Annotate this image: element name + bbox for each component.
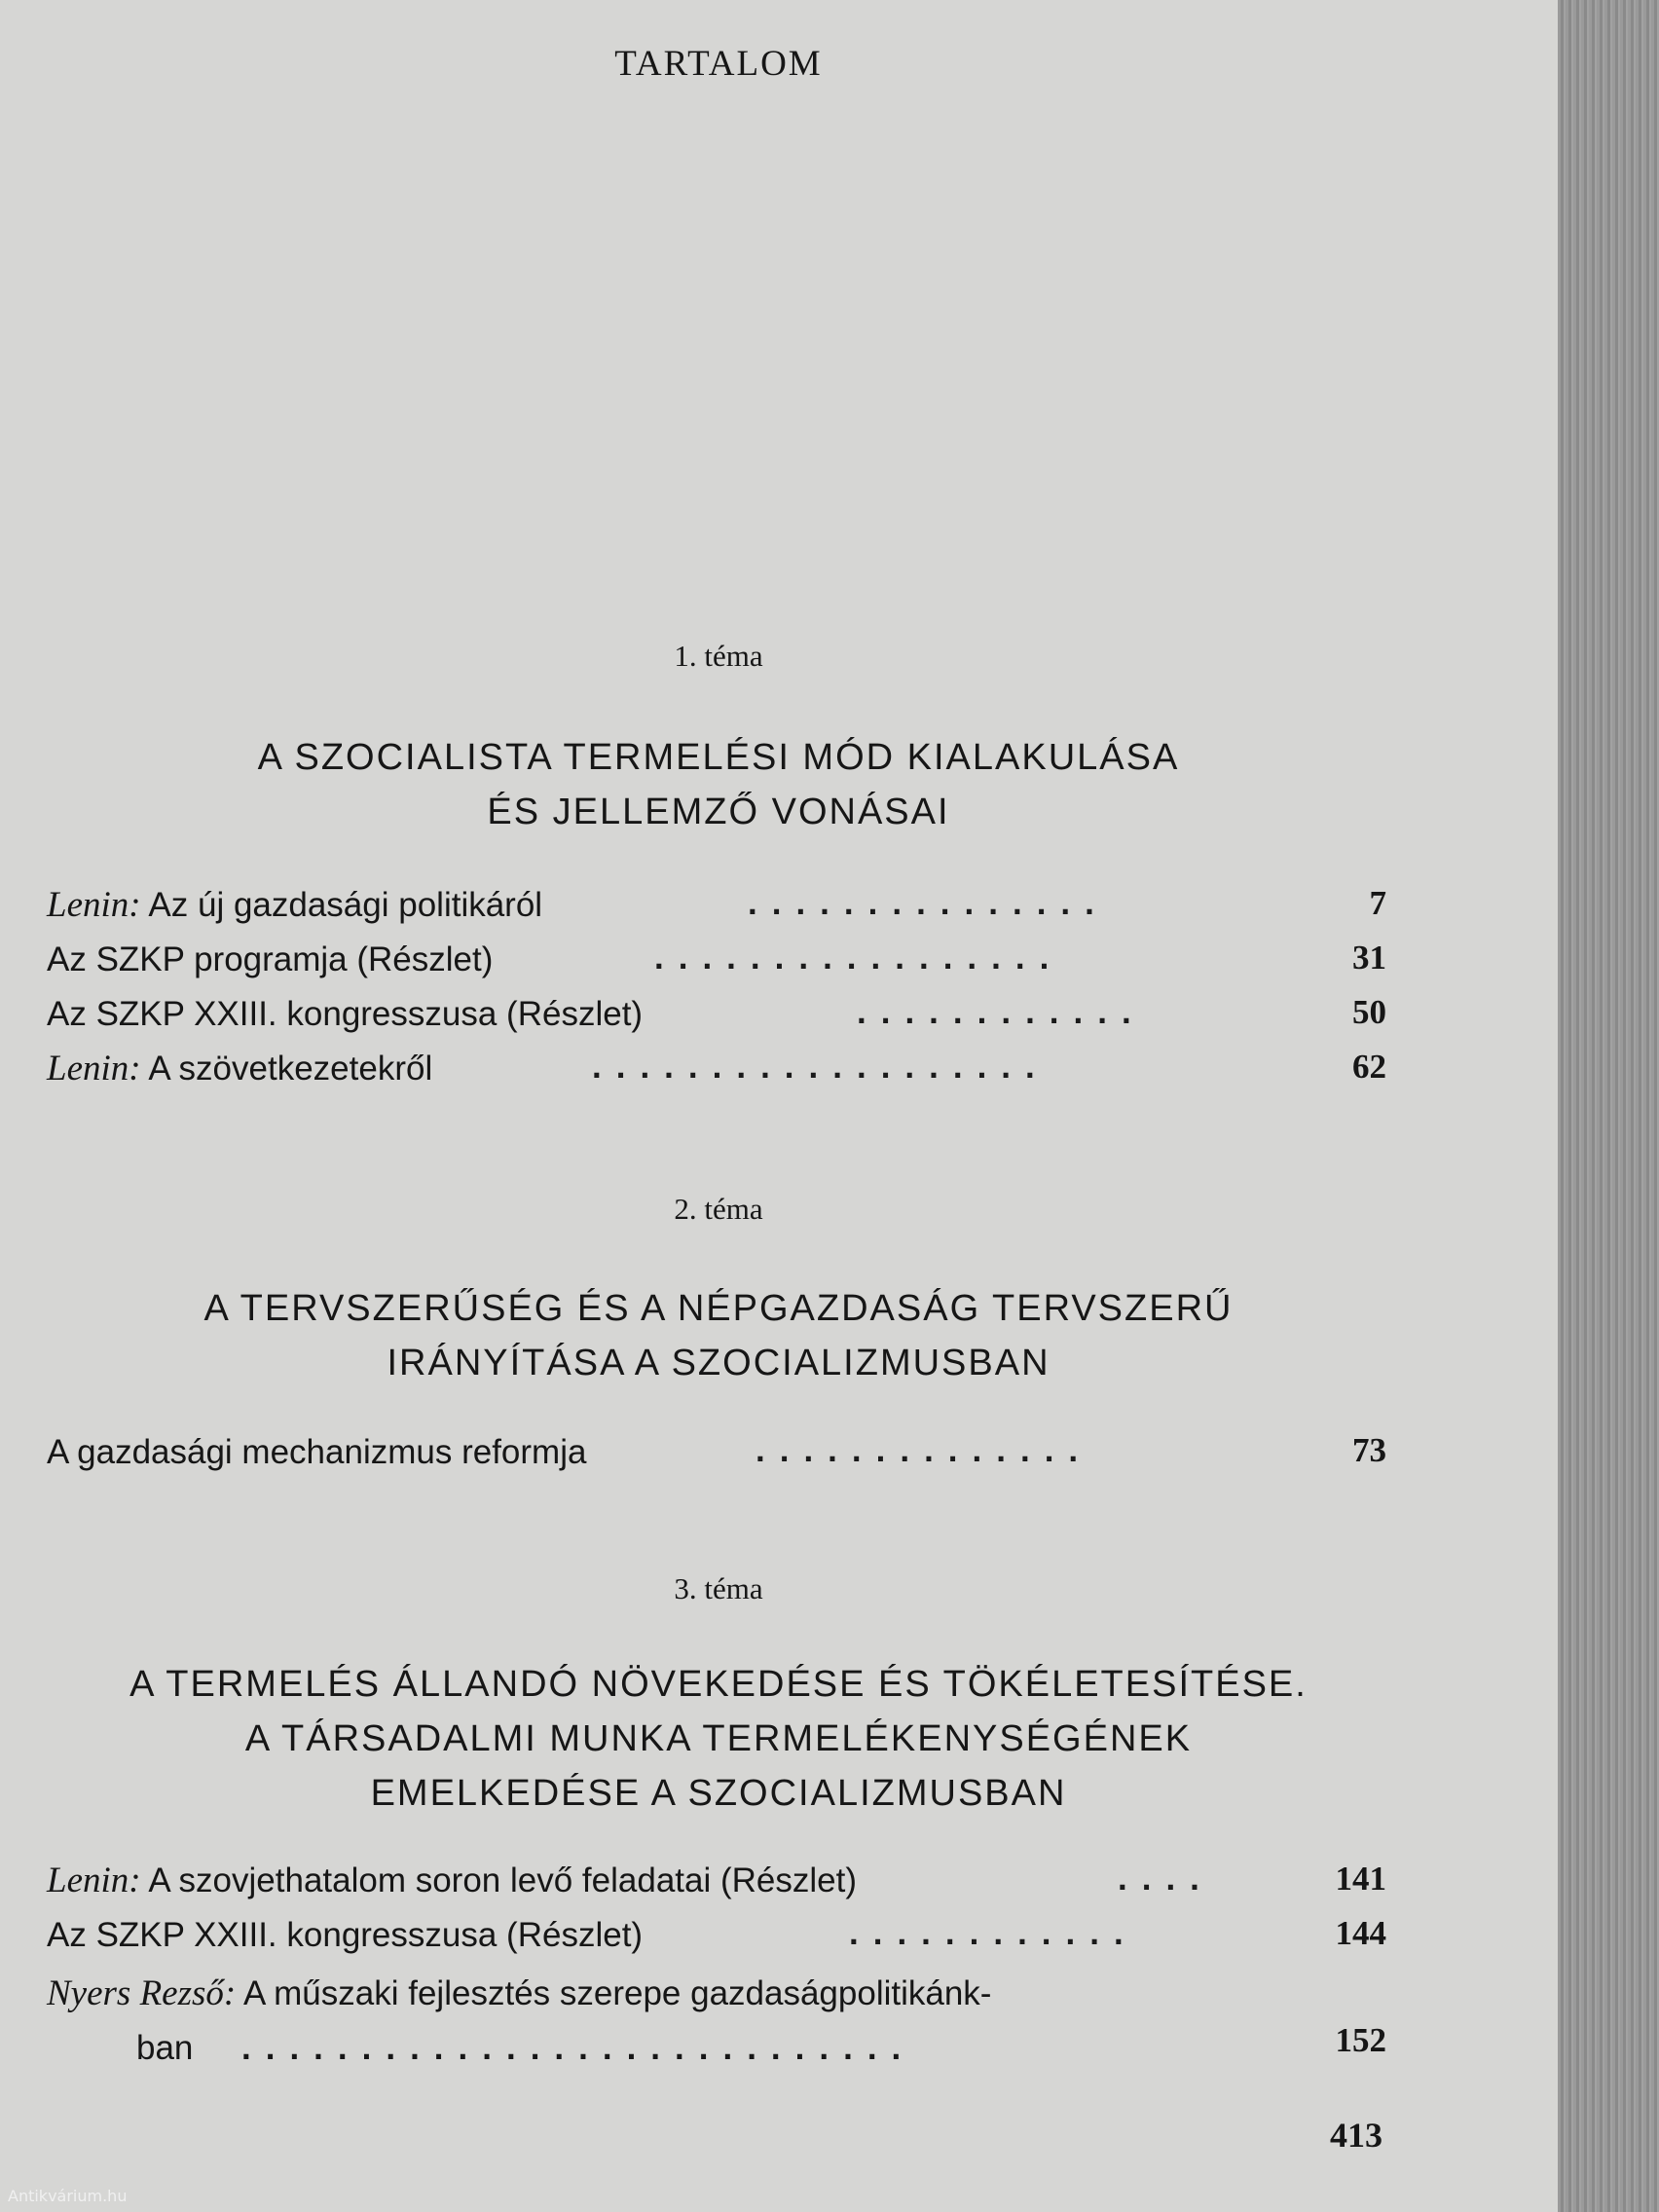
dot-leader: ...............: [748, 884, 1109, 922]
entry-text: [47, 1914, 643, 1956]
entry-text: [47, 939, 493, 980]
theme-title-line: A TERVSZERŰSÉG ÉS A NÉPGAZDASÁG TERVSZERŰ: [203, 1288, 1234, 1329]
page-edge: [1558, 0, 1659, 2212]
entry-page-number: 152: [1335, 2021, 1386, 2059]
entry-title: A szövetkezetekről: [148, 1050, 433, 1088]
theme-label: 3. téma: [674, 1571, 763, 1605]
toc-entry[interactable]: [47, 1914, 1386, 1967]
entry-author: Lenin:: [47, 1049, 141, 1088]
page-title: TARTALOM: [614, 44, 823, 84]
watermark: Antikvárium.hu: [8, 2187, 128, 2205]
toc-entry[interactable]: [47, 1431, 1386, 1484]
toc-entry[interactable]: [47, 1972, 1386, 2025]
toc-entry[interactable]: [47, 1860, 1386, 1912]
entry-page-number: 141: [1335, 1860, 1386, 1898]
theme-label: 2. téma: [674, 1192, 763, 1226]
theme-title: [29, 1657, 1408, 1821]
dot-leader: .................: [654, 939, 1064, 977]
entry-title: A szovjethatalom soron levő feladatai (Részlet): [148, 1862, 857, 1899]
entry-text: [47, 884, 542, 926]
entry-page-number: 144: [1335, 1914, 1386, 1952]
entry-text: [47, 1972, 991, 2014]
entry-text: [47, 993, 643, 1035]
entry-page-number: 31: [1352, 939, 1386, 977]
entry-page-number: 62: [1352, 1048, 1386, 1086]
theme-title-line: EMELKEDÉSE A SZOCIALIZMUSBAN: [370, 1773, 1067, 1814]
theme-title: [29, 1281, 1408, 1390]
toc-entry[interactable]: [47, 993, 1386, 1046]
theme-title-line: A SZOCIALISTA TERMELÉSI MÓD KIALAKULÁSA: [257, 737, 1180, 778]
entry-title: Az SZKP XXIII. kongresszusa (Részlet): [47, 1916, 644, 1954]
entry-page-number: 73: [1352, 1431, 1386, 1469]
theme-title: [29, 730, 1408, 839]
toc-entry[interactable]: [47, 939, 1386, 991]
entry-author: Nyers Rezső:: [47, 1973, 237, 2013]
theme-title-line: A TÁRSADALMI MUNKA TERMELÉKENYSÉGÉNEK: [244, 1718, 1193, 1759]
entry-title-continuation: ban: [136, 2029, 194, 2067]
toc-entry[interactable]: [47, 884, 1386, 937]
dot-leader: ............: [849, 1914, 1138, 1952]
theme-title-line: A TERMELÉS ÁLLANDÓ NÖVEKEDÉSE ÉS TÖKÉLETESÍTÉSE.: [129, 1664, 1308, 1705]
theme-title-line: IRÁNYÍTÁSA A SZOCIALIZMUSBAN: [387, 1343, 1051, 1383]
entry-title: A műszaki fejlesztés szerepe gazdaságpolitikánk-: [243, 1974, 992, 2012]
entry-title: A gazdasági mechanizmus reformja: [47, 1433, 587, 1471]
toc-entry-continuation[interactable]: [47, 2021, 1386, 2082]
entry-page-number: 7: [1369, 884, 1386, 922]
dot-leader: ...................: [592, 1048, 1050, 1086]
entry-text: [47, 1431, 586, 1473]
entry-title: Az SZKP programja (Részlet): [47, 940, 494, 978]
entry-title: Az új gazdasági politikáról: [148, 886, 543, 924]
entry-title: Az SZKP XXIII. kongresszusa (Részlet): [47, 995, 644, 1033]
dot-leader: ....: [1118, 1860, 1214, 1898]
page-number: 413: [1330, 2116, 1382, 2155]
dot-leader: ..............: [756, 1431, 1093, 1469]
entry-author: Lenin:: [47, 1861, 141, 1900]
dot-leader: ............: [857, 993, 1146, 1031]
entry-author: Lenin:: [47, 885, 141, 925]
theme-label: 1. téma: [674, 639, 763, 673]
entry-text: [47, 1048, 432, 1089]
toc-entry[interactable]: [47, 1048, 1386, 1100]
entry-text: [47, 1860, 857, 1901]
dot-leader: ............................: [241, 2029, 916, 2067]
entry-page-number: 50: [1352, 993, 1386, 1031]
theme-title-line: ÉS JELLEMZŐ VONÁSAI: [487, 792, 950, 832]
